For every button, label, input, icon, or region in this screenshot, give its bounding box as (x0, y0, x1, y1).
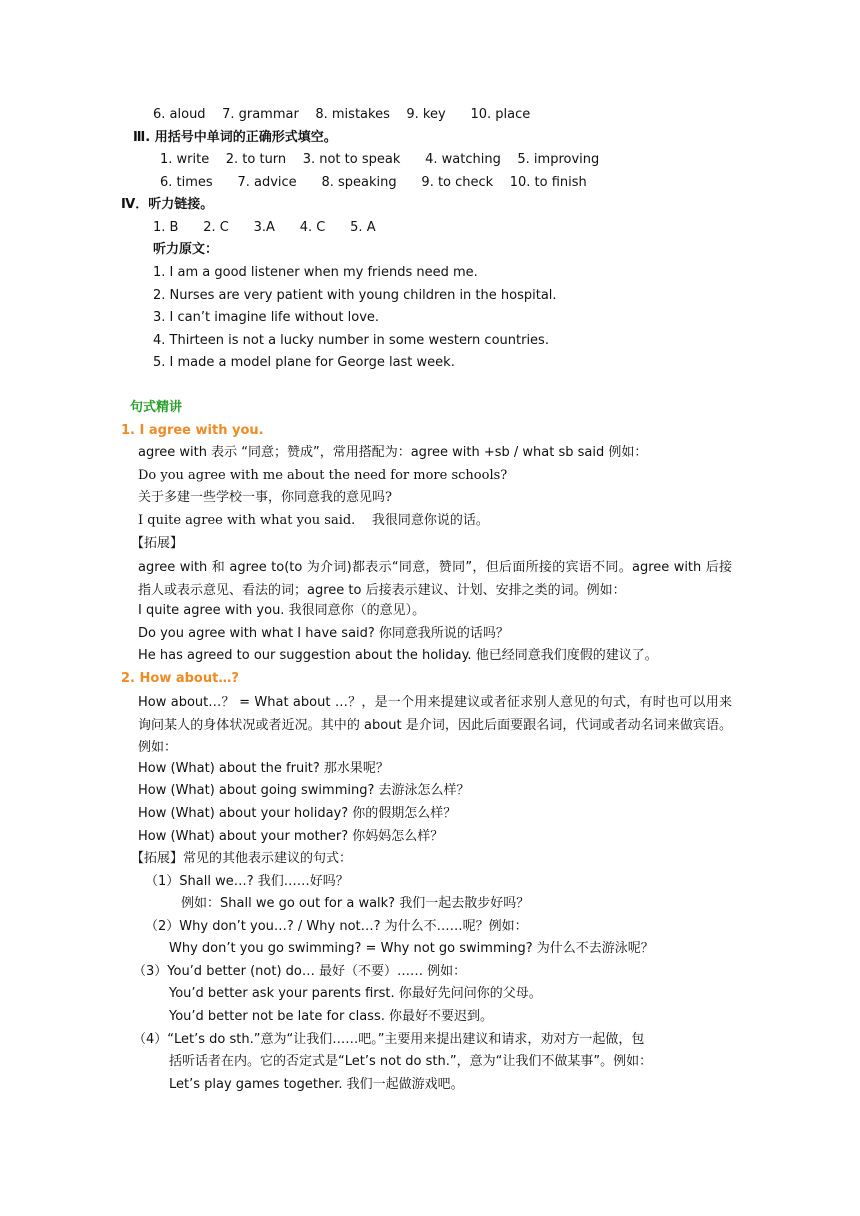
example-sentence: How (What) about your holiday? 你的假期怎么样？ (138, 806, 457, 821)
listening-script-title: 听力原文： (153, 242, 219, 257)
suggestion-pattern-4-cont: 括听话者在内。它的否定式是“Let’s not do sth.”，意为“让我们不做某事”。例如： (169, 1054, 653, 1069)
example-sentence: Do you agree with what I have said? 你同意我所说的话吗？ (138, 626, 509, 641)
section-4-title: Ⅳ．听力链接。 (121, 197, 214, 212)
point-1-intro: agree with 表示 “同意；赞成”，常用搭配为：agree with +sb / what sb said 例如： (138, 445, 648, 460)
suggestion-example-4: Let’s play games together. 我们一起做游戏吧。 (169, 1077, 464, 1092)
suggestion-pattern-1: （1）Shall we…? 我们……好吗？ (145, 874, 349, 889)
suggestion-pattern-4: （4）“Let’s do sth.”意为“让我们……吧。”主要用来提出建议和请求，劝对方一起做，包 (133, 1032, 645, 1047)
section-3-title: Ⅲ. 用括号中单词的正确形式填空。 (133, 130, 337, 145)
expand-label: 【拓展】 (131, 536, 184, 551)
expand-paragraph: agree with 和 agree to(to 为介词)都表示“同意，赞同”，但后面所接的宾语不同。agree with 后接指人或表示意见、看法的词；agree to 后接表示建议、计划、安排之类的词。例如： (138, 560, 732, 598)
listening-script-line: 4. Thirteen is not a lucky number in some western countries. (153, 333, 549, 348)
section-3-answers-row-1: 1. write 2. to turn 3. not to speak 4. watching 5. improving (160, 152, 600, 167)
point-2-intro: How about…？ = What about …？，是一个用来提建议或者征求别人意见的句式，有时也可以用来询问某人的身体状况或者近况。其中的 about 是介词，因此后面要跟名词，代词或者动名词来做宾语。例如： (138, 695, 732, 756)
example-sentence: How (What) about going swimming? 去游泳怎么样？ (138, 783, 470, 798)
listening-script-line: 1. I am a good listener when my friends need me. (153, 265, 478, 280)
expand-label: 【拓展】常见的其他表示建议的句式： (131, 851, 353, 866)
suggestion-example-2: Why don’t you go swimming? = Why not go swimming? 为什么不去游泳呢？ (169, 941, 654, 956)
example-sentence: Do you agree with me about the need for more schools? (138, 468, 508, 483)
listening-script-line: 5. I made a model plane for George last week. (153, 355, 455, 370)
answer-row-6-10: 6. aloud 7. grammar 8. mistakes 9. key 10. place (153, 107, 531, 122)
suggestion-example-3a: You’d better ask your parents first. 你最好先问问你的父母。 (169, 986, 542, 1001)
suggestion-example-3b: You’d better not be late for class. 你最好不要迟到。 (169, 1009, 493, 1024)
example-sentence: How (What) about the fruit? 那水果呢？ (138, 761, 389, 776)
listening-script-line: 2. Nurses are very patient with young children in the hospital. (153, 288, 557, 303)
section-3-answers-row-2: 6. times 7. advice 8. speaking 9. to check 10. to finish (160, 175, 587, 190)
suggestion-pattern-2: （2）Why don’t you…? / Why not…? 为什么不……呢？例如： (145, 919, 528, 934)
listening-script-line: 3. I can’t imagine life without love. (153, 310, 380, 325)
example-sentence: He has agreed to our suggestion about the holiday. 他已经同意我们度假的建议了。 (138, 648, 658, 663)
point-1-title: 1. I agree with you. (121, 423, 264, 438)
section-heading: 句式精讲 (130, 400, 183, 415)
suggestion-example-1: 例如：Shall we go out for a walk? 我们一起去散步好吗？ (181, 896, 530, 911)
section-4-answers: 1. B 2. C 3.A 4. C 5. A (153, 220, 376, 235)
example-sentence: I quite agree with what you said. 我很同意你说的话。 (138, 513, 489, 528)
example-translation: 关于多建一些学校一事，你同意我的意见吗? (138, 490, 392, 505)
suggestion-pattern-3: （3）You’d better (not) do… 最好（不要）…… 例如： (133, 964, 467, 979)
point-2-title: 2. How about…? (121, 671, 239, 686)
example-sentence: I quite agree with you. 我很同意你（的意见）。 (138, 603, 426, 618)
example-sentence: How (What) about your mother? 你妈妈怎么样？ (138, 829, 444, 844)
